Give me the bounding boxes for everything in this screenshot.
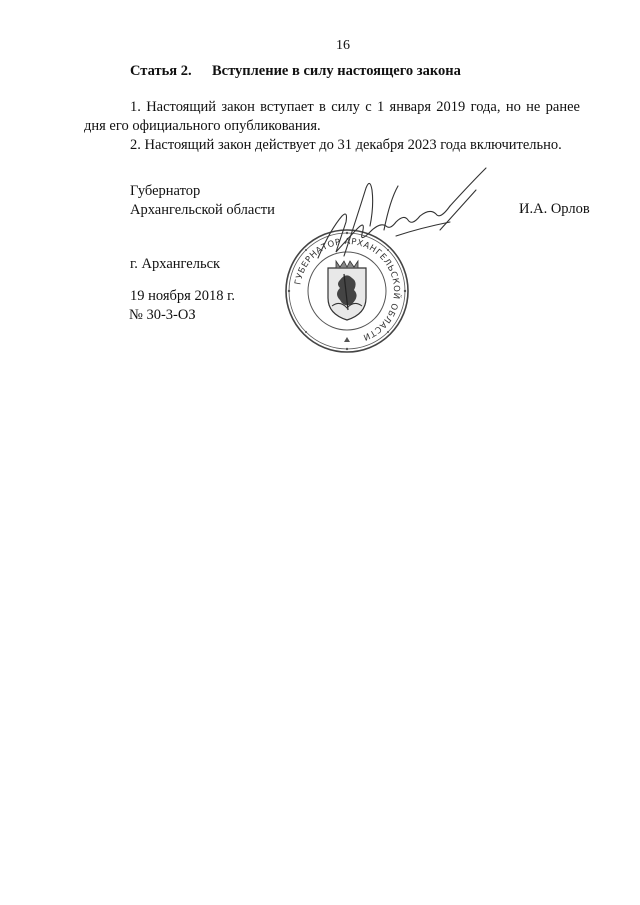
seal-text: ГУБЕРНАТОР АРХАНГЕЛЬСКОЙ ОБЛАСТИ <box>293 236 402 343</box>
article-heading <box>130 63 461 80</box>
signatory-position <box>130 182 275 220</box>
signatory-position-line-2: Архангельской области <box>130 202 275 218</box>
handwritten-signature <box>300 160 500 270</box>
paragraph-1-line-1: 1. Настоящий закон вступает в силу с 1 января 2019 года, но не ранее <box>130 99 580 115</box>
signatory-position-line-1: Губернатор <box>130 183 201 199</box>
page-number: 16 <box>336 38 350 53</box>
paragraph-2: 2. Настоящий закон действует до 31 декабря 2023 года включительно. <box>130 137 562 153</box>
place-of-signing: г. Архангельск <box>130 256 221 272</box>
article-number: Статья 2. <box>130 63 192 79</box>
signatory-name: И.А. Орлов <box>519 201 590 217</box>
paragraph-1 <box>84 98 580 136</box>
signing-date: 19 ноября 2018 г. <box>130 288 236 304</box>
article-title: Вступление в силу настоящего закона <box>212 63 461 79</box>
law-number: № 30-3-ОЗ <box>129 307 196 323</box>
date-block <box>130 287 235 325</box>
paragraph-1-line-2: дня его официального опубликования. <box>84 118 321 134</box>
